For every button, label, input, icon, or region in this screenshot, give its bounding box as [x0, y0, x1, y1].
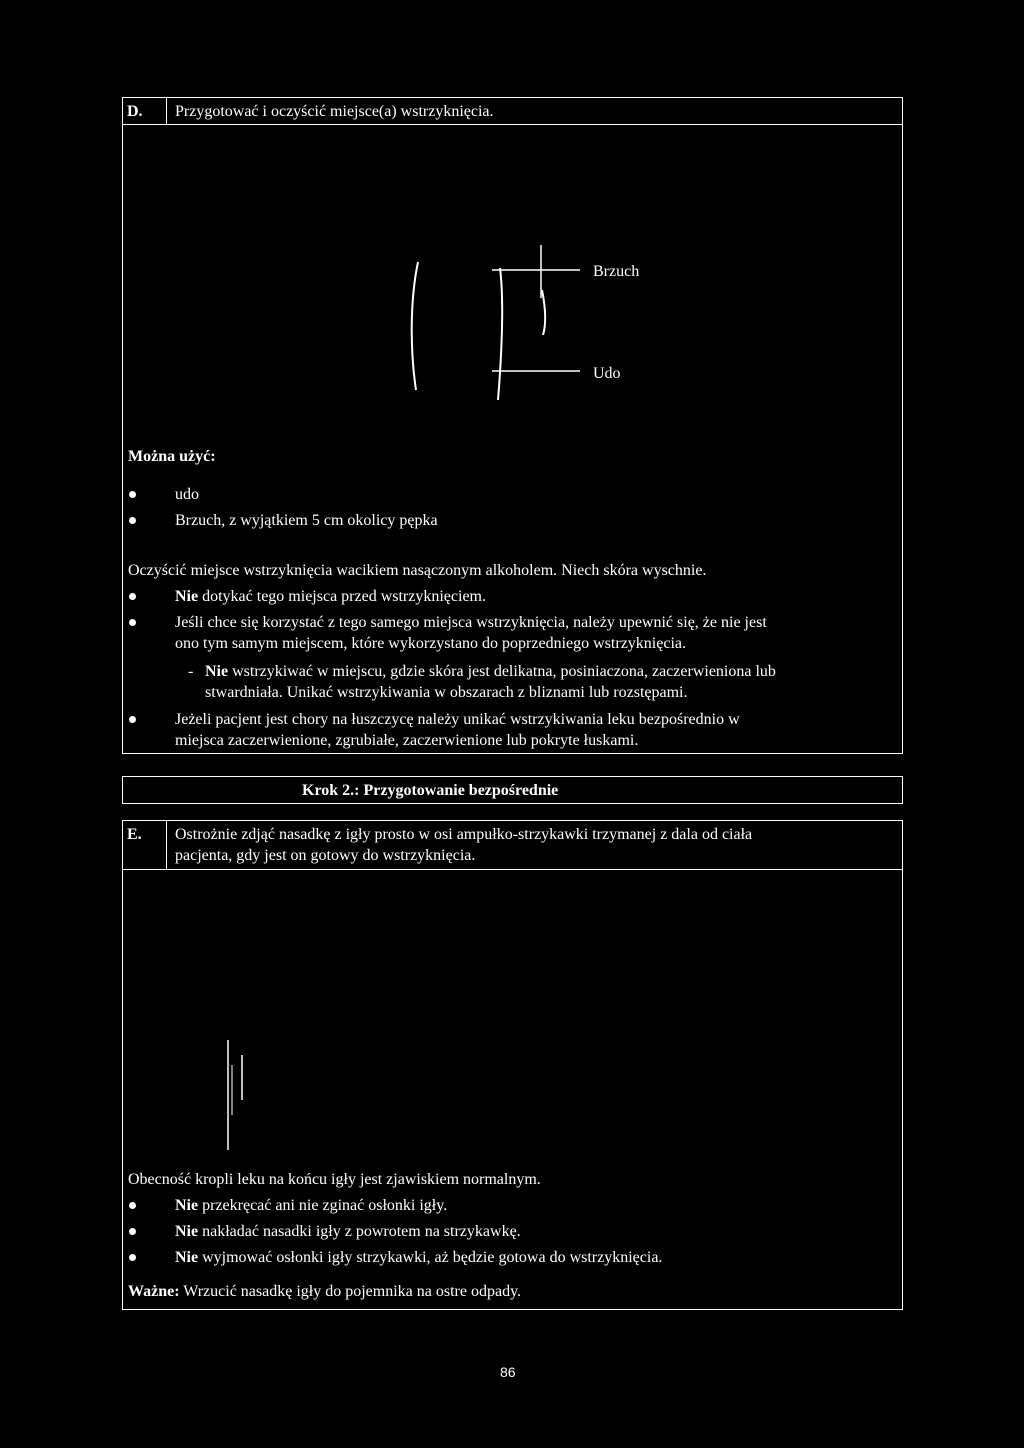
instruction-same-site-line1: Jeśli chce się korzystać z tego samego miejsca wstrzyknięcia, należy upewnić się, że nie jest	[175, 614, 767, 631]
may-use-label: Można użyć:	[128, 448, 216, 465]
instruction-same-site-line2: ono tym samym miejscem, które wykorzystano do poprzedniego wstrzyknięcia.	[175, 635, 686, 652]
section-d-letter-divider	[166, 97, 167, 125]
body-outline-left	[412, 262, 418, 390]
sub-dash: -	[188, 663, 194, 680]
instruction-no-twist	[175, 1196, 447, 1215]
important-note	[128, 1282, 521, 1301]
instruction-text: przekręcać ani nie zginać osłonki igły.	[198, 1197, 448, 1214]
section-e-letter-divider	[166, 820, 167, 870]
instruction-text: dotykać tego miejsca przed wstrzyknięciem.	[198, 588, 486, 605]
instruction-skin-line1	[205, 662, 776, 681]
bullet	[129, 1202, 136, 1209]
section-d-title: Przygotować i oczyścić miejsce(a) wstrzyknięcia.	[175, 103, 494, 120]
bullet	[129, 1254, 136, 1261]
syringe-needle-diagram	[220, 1035, 250, 1155]
bullet	[129, 593, 136, 600]
instruction-text: wyjmować osłonki igły strzykawki, aż będzie gotowa do wstrzyknięcia.	[198, 1249, 663, 1266]
section-e-header-divider	[122, 869, 903, 870]
drop-note: Obecność kropli leku na końcu igły jest zjawiskiem normalnym.	[128, 1171, 541, 1188]
site-thigh: udo	[175, 486, 199, 503]
bullet	[129, 619, 136, 626]
instruction-text: nakładać nasadki igły z powrotem na strzykawkę.	[198, 1223, 521, 1240]
bullet	[129, 716, 136, 723]
step-header-title	[302, 781, 558, 800]
section-e-title-line2: pacjenta, gdy jest on gotowy do wstrzyknięcia.	[175, 847, 476, 864]
section-e-letter: E.	[127, 826, 142, 843]
abdomen-label: Brzuch	[593, 263, 640, 280]
bullet	[129, 1228, 136, 1235]
step-title: : Przygotowanie bezpośrednie	[354, 782, 559, 799]
section-d-letter: D.	[127, 103, 143, 120]
body-outline-right	[542, 290, 545, 335]
warning-word: Nie	[175, 1223, 199, 1240]
bullet	[129, 517, 136, 524]
instruction-psoriasis-line2: miejsca zaczerwienione, zgrubiałe, zaczerwienione lub pokryte łuskami.	[175, 732, 639, 749]
instruction-no-recap	[175, 1222, 521, 1241]
section-d-header-divider	[122, 124, 903, 125]
section-d-box	[122, 97, 903, 754]
page-number: 86	[500, 1364, 516, 1380]
important-text: Wrzucić nasadkę igły do pojemnika na ostre odpady.	[179, 1283, 522, 1300]
clean-instruction: Oczyścić miejsce wstrzyknięcia wacikiem nasączonym alkoholem. Niech skóra wyschnie.	[128, 562, 707, 579]
warning-word: Nie	[175, 588, 199, 605]
instruction-text: wstrzykiwać w miejscu, gdzie skóra jest delikatna, posiniaczona, zaczerwieniona lub	[228, 663, 776, 680]
thigh-label: Udo	[593, 365, 621, 382]
important-label: Ważne:	[128, 1283, 180, 1300]
step-number: Krok 2.	[302, 782, 355, 799]
bullet	[129, 491, 136, 498]
instruction-psoriasis-line1: Jeżeli pacjent jest chory na łuszczycę należy unikać wstrzykiwania leku bezpośrednio w	[175, 711, 740, 728]
body-outline-center	[498, 268, 502, 400]
warning-word: Nie	[175, 1197, 199, 1214]
warning-word: Nie	[205, 663, 229, 680]
instruction-no-remove	[175, 1248, 662, 1267]
site-abdomen: Brzuch, z wyjątkiem 5 cm okolicy pępka	[175, 512, 438, 529]
section-e-title-line1: Ostrożnie zdjąć nasadkę z igły prosto w osi ampułko-strzykawki trzymanej z dala od ciała	[175, 826, 753, 843]
instruction-no-touch	[175, 587, 486, 606]
warning-word: Nie	[175, 1249, 199, 1266]
instruction-skin-line2: stwardniała. Unikać wstrzykiwania w obszarach z bliznami lub rozstępami.	[205, 684, 688, 701]
